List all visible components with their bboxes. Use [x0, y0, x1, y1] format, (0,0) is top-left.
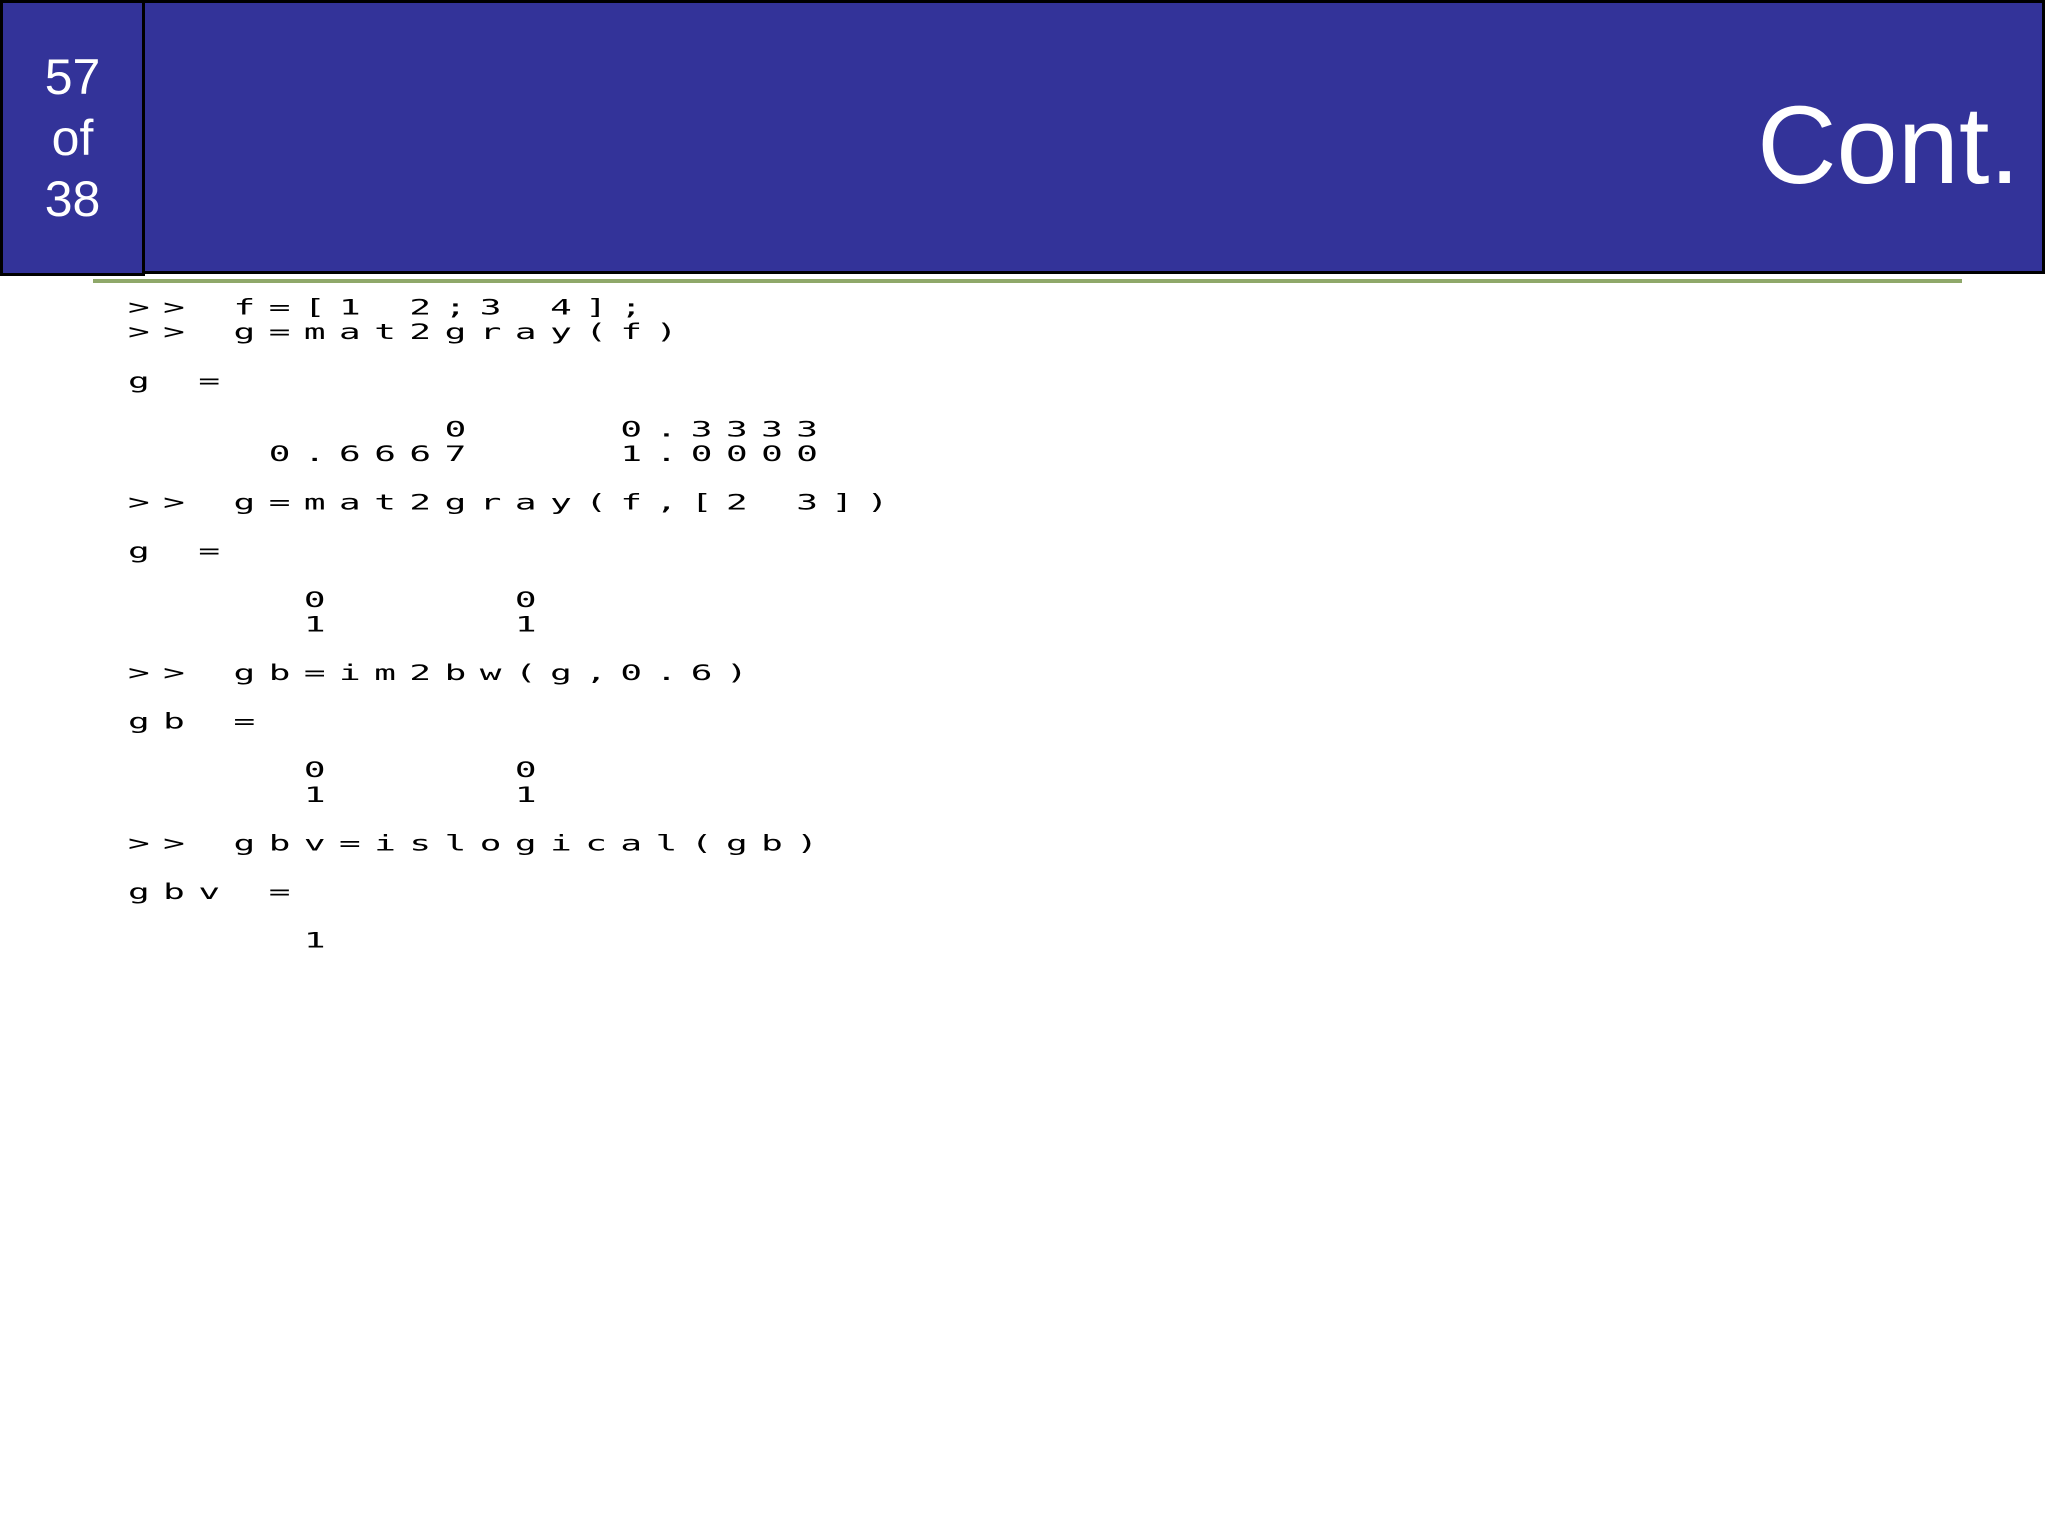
code-line [128, 515, 902, 539]
title-bar [0, 0, 2045, 274]
code-line: 0 0 [128, 587, 551, 613]
code-line [128, 637, 902, 661]
code-line [128, 345, 902, 369]
code-line [128, 856, 902, 880]
slide-number-of: of [51, 109, 94, 166]
code-line: >> g=mat2gray(f,[2 3]) [128, 490, 902, 515]
code-line: 1 1 [128, 612, 551, 637]
slide-number-box [0, 0, 145, 276]
matlab-console-output [128, 296, 902, 954]
code-line [128, 807, 902, 831]
code-line: 0 0.3333 [128, 417, 832, 442]
slide-number-current: 57 [44, 48, 101, 105]
code-line: gbv = [128, 879, 304, 905]
code-line: gb = [128, 709, 269, 735]
code-line: >> gb=im2bw(g,0.6) [128, 660, 762, 686]
code-line: >> f=[1 2;3 4]; [128, 295, 656, 320]
code-line [128, 734, 902, 758]
code-line: 0 0 [128, 758, 551, 783]
title-divider [93, 279, 1962, 283]
code-line: >> g=mat2gray(f) [128, 319, 691, 345]
code-line: g = [128, 538, 234, 564]
code-line: 1 [128, 928, 340, 954]
code-line: 0.6667 1.0000 [128, 441, 832, 467]
code-line [128, 564, 902, 588]
code-line [128, 686, 902, 710]
code-line [128, 466, 902, 490]
slide-title: Cont. [1757, 84, 2020, 207]
code-line: >> gbv=islogical(gb) [128, 831, 832, 856]
code-line: 1 1 [128, 782, 551, 808]
slide-number-total: 38 [44, 170, 101, 227]
code-line [128, 905, 902, 929]
code-line: g = [128, 368, 234, 394]
code-line [128, 393, 902, 417]
